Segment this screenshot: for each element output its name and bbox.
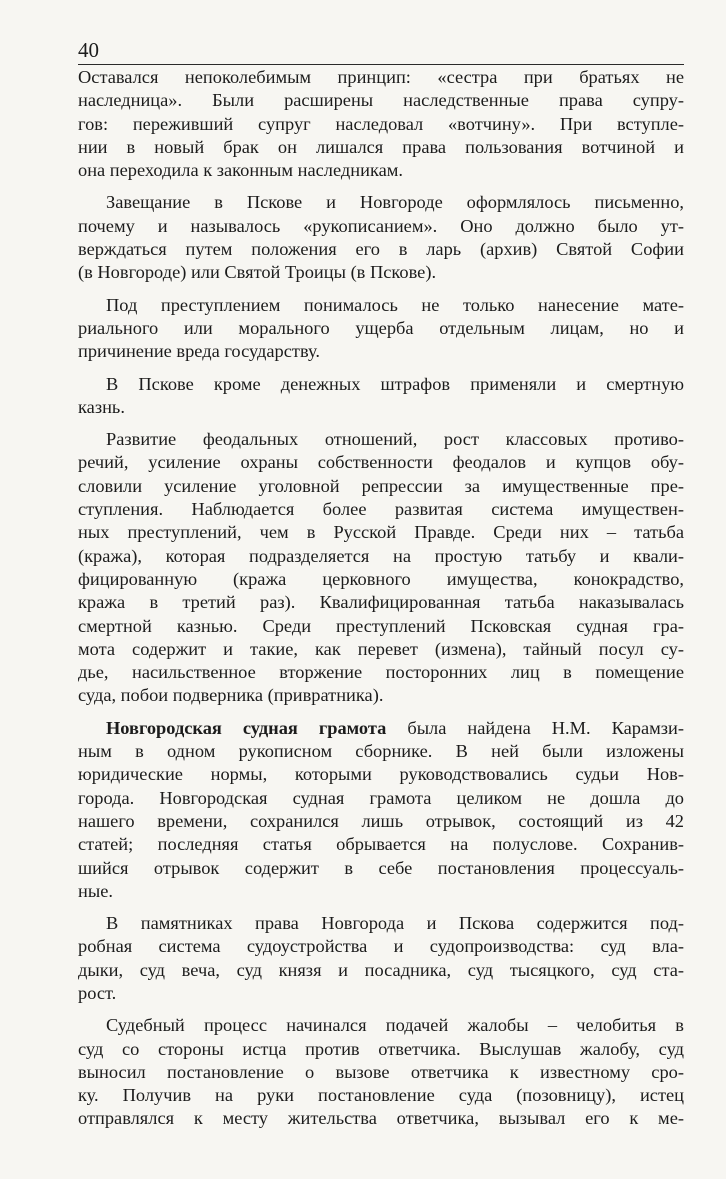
- text-line: В Пскове кроме денежных штрафов применяли и смертную: [106, 373, 684, 394]
- book-page: [78, 38, 684, 1131]
- paragraph: [78, 66, 684, 182]
- text-line: (в Новгороде) или Святой Троицы (в Пскове).: [78, 262, 437, 283]
- text-line: речий, усиление охраны собственности феодалов и купцов обу-: [78, 452, 684, 473]
- bold-term: Новгородская судная грамота: [106, 717, 387, 738]
- text-line: ных преступлений, чем в Русской Правде. Среди них – татьба: [78, 522, 684, 543]
- paragraph: [78, 428, 684, 708]
- text-line: ступления. Наблюдается более развитая система имуществен-: [78, 499, 684, 520]
- text-line: отправлялся к месту жительства ответчика, вызывал его к ме-: [78, 1108, 684, 1129]
- text-line: В памятниках права Новгорода и Пскова содержится под-: [106, 913, 684, 934]
- text-line: ку. Получив на руки постановление суда (позовницу), истец: [78, 1085, 684, 1106]
- text-line: шийся отрывок содержит в себе постановления процессуаль-: [78, 857, 684, 878]
- paragraph: [78, 373, 684, 420]
- paragraph: [78, 717, 684, 903]
- text-line: причинение вреда государству.: [78, 341, 320, 362]
- text-line: смертной казнью. Среди преступлений Псковская судная гра-: [78, 615, 684, 636]
- paragraph: [78, 191, 684, 284]
- text-line: суда, побои подверника (привратника).: [78, 685, 384, 706]
- text-line: суд со стороны истца против ответчика. Выслушав жалобу, суд: [78, 1038, 684, 1059]
- text-line: Завещание в Пскове и Новгороде оформлялось письменно,: [106, 192, 684, 213]
- text-line: почему и называлось «рукописанием». Оно должно было ут-: [78, 215, 684, 236]
- text-line: дыки, суд веча, суд князя и посадника, суд тысяцкого, суд ста-: [78, 959, 684, 980]
- text-line: верждаться путем положения его в ларь (архив) Святой Софии: [78, 239, 684, 260]
- text-line: города. Новгородская судная грамота целиком не дошла до: [78, 787, 684, 808]
- text-line: робная система судоустройства и судопроизводства: суд вла-: [78, 936, 684, 957]
- text-line: наследница». Были расширены наследственные права супру-: [78, 90, 684, 111]
- text-fragment: была найдена Н.М. Карамзи-: [386, 717, 684, 738]
- text-line: Судебный процесс начинался подачей жалобы – челобитья в: [106, 1015, 684, 1036]
- text-line: ным в одном рукописном сборнике. В ней были изложены: [78, 741, 684, 762]
- text-line: (кража), которая подразделяется на простую татьбу и квали-: [78, 545, 684, 566]
- text-line: Оставался непоколебимым принцип: «сестра при братьях не: [78, 67, 684, 87]
- text-line: гов: переживший супруг наследовал «вотчину». При вступле-: [78, 113, 684, 134]
- text-line: нии в новый брак он лишался права пользования вотчиной и: [78, 136, 684, 157]
- body-text: [78, 66, 684, 1131]
- text-line: словили усиление уголовной репрессии за имущественные пре-: [78, 475, 684, 496]
- text-line: казнь.: [78, 396, 125, 417]
- text-line: рост.: [78, 982, 117, 1003]
- text-line: Под преступлением понималось не только нанесение мате-: [106, 294, 684, 315]
- text-line: дье, насильственное вторжение посторонних лиц в помещение: [78, 662, 684, 683]
- text-line: Развитие феодальных отношений, рост классовых противо-: [106, 429, 684, 450]
- header-rule: [78, 64, 684, 65]
- text-line: фицированную (кража церковного имущества, конокрадство,: [78, 568, 684, 589]
- paragraph: [78, 294, 684, 364]
- text-line: риального или морального ущерба отдельным лицам, но и: [78, 317, 684, 338]
- text-line: [78, 717, 684, 740]
- text-line: нашего времени, сохранился лишь отрывок, состоящий из 42: [78, 810, 684, 831]
- paragraph: [78, 912, 684, 1005]
- text-line: она переходила к законным наследникам.: [78, 160, 404, 181]
- text-line: выносил постановление о вызове ответчика к известному сро-: [78, 1061, 684, 1082]
- text-line: мота содержит и такие, как перевет (измена), тайный посул су-: [78, 638, 684, 659]
- page-number: 40: [78, 38, 99, 62]
- text-line: кража в третий раз). Квалифицированная татьба наказывалась: [78, 592, 684, 613]
- text-line: статей; последняя статья обрывается на полуслове. Сохранив-: [78, 834, 684, 855]
- paragraph: [78, 1014, 684, 1130]
- text-line: ные.: [78, 880, 113, 901]
- text-line: юридические нормы, которыми руководствовались судьи Нов-: [78, 764, 684, 785]
